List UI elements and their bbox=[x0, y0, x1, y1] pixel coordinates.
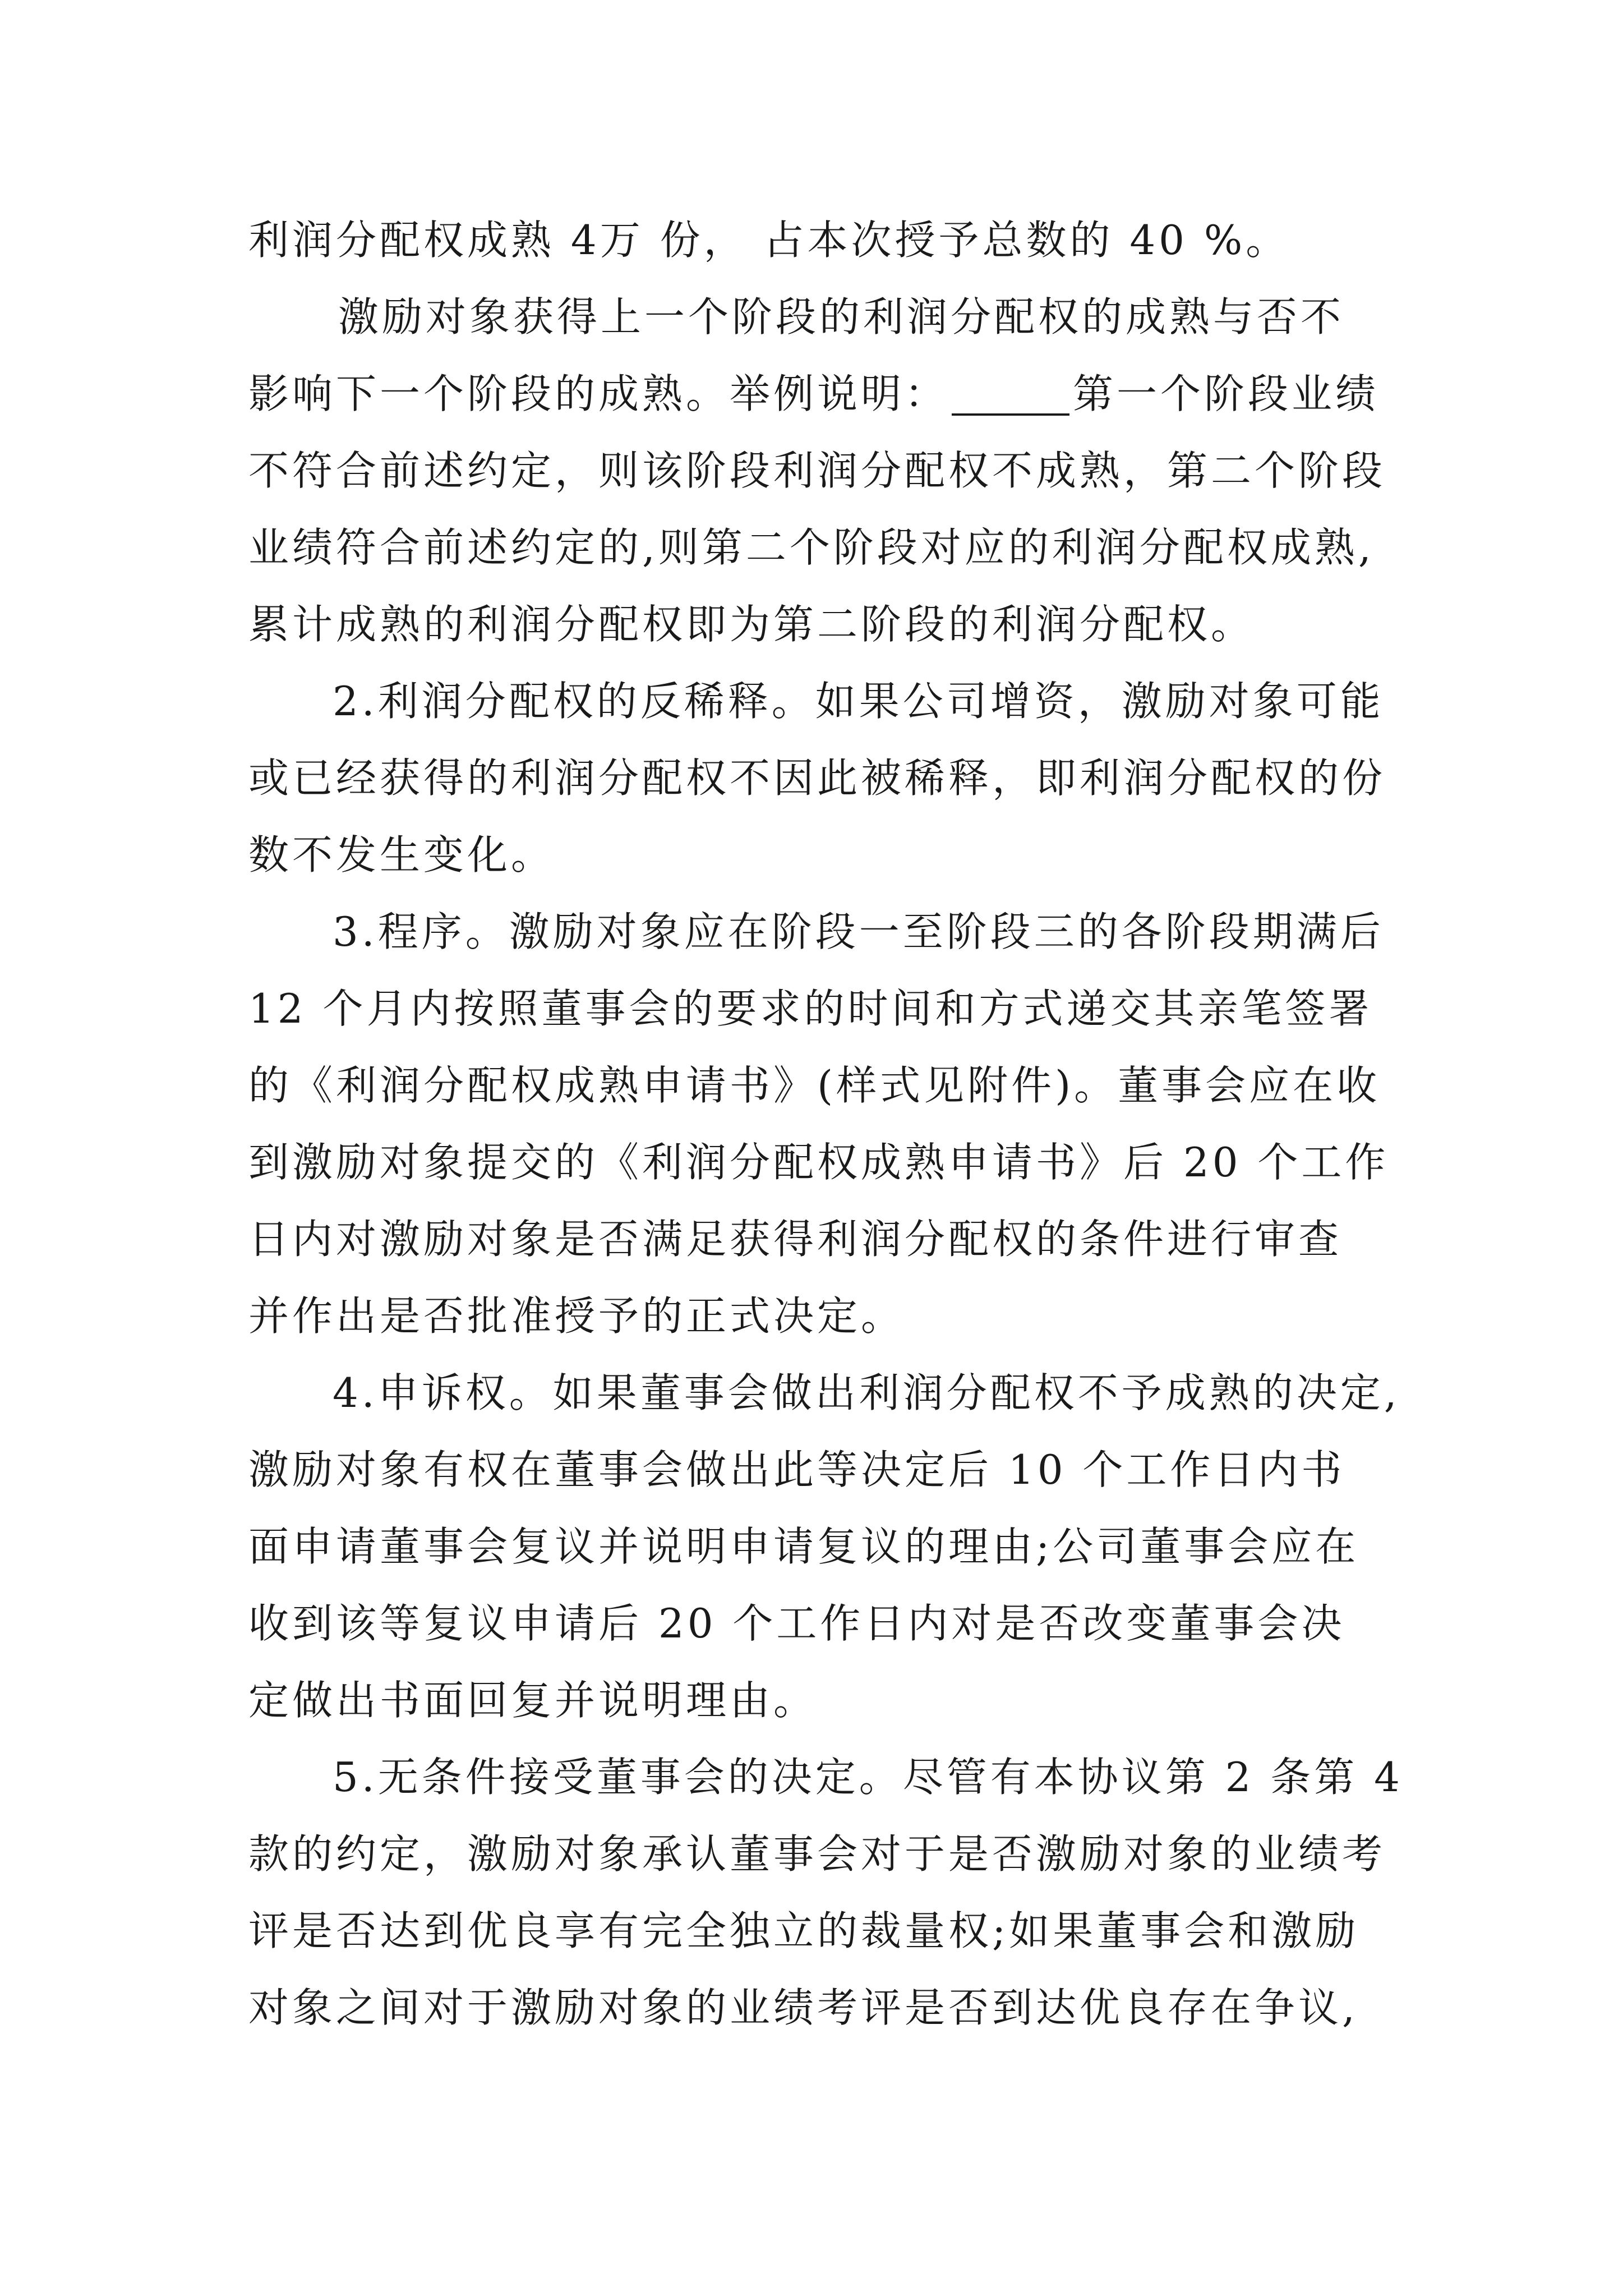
text-line: 评是否达到优良享有完全独立的裁量权;如果董事会和激励 bbox=[248, 1907, 1359, 1954]
text-line-with-blank bbox=[248, 356, 1387, 432]
text-line: 日内对激励对象是否满足获得利润分配权的条件进行审查 bbox=[248, 1216, 1343, 1263]
text-line: 款的约定，激励对象承认董事会对于是否激励对象的业绩考 bbox=[248, 1830, 1386, 1878]
text-line: 业绩符合前述约定的,则第二个阶段对应的利润分配权成熟, bbox=[248, 524, 1375, 571]
text-line: 激励对象有权在董事会做出此等决定后 10 个工作日内书 bbox=[248, 1446, 1345, 1493]
text-line: 5.无条件接受董事会的决定。尽管有本协议第 2 条第 4 bbox=[333, 1754, 1403, 1801]
text-line: 2.利润分配权的反稀释。如果公司增资，激励对象可能 bbox=[333, 678, 1384, 725]
text-line: 定做出书面回复并说明理由。 bbox=[248, 1677, 818, 1724]
text-line: 4.申诉权。如果董事会做出利润分配权不予成熟的决定, bbox=[333, 1369, 1400, 1416]
text-line: 并作出是否批准授予的正式决定。 bbox=[248, 1292, 905, 1340]
text-line: 利润分配权成熟 4万 份， 占本次授予总数的 40 %。 bbox=[248, 217, 1290, 264]
text-segment: 影响下一个阶段的成熟。举例说明： bbox=[248, 370, 949, 417]
text-line: 累计成熟的利润分配权即为第二阶段的利润分配权。 bbox=[248, 601, 1255, 648]
text-line: 面申请董事会复议并说明申请复议的理由;公司董事会应在 bbox=[248, 1523, 1359, 1570]
text-line: 或已经获得的利润分配权不因此被稀释，即利润分配权的份 bbox=[248, 754, 1386, 802]
text-line: 12 个月内按照董事会的要求的时间和方式递交其亲笔签署 bbox=[248, 985, 1373, 1032]
text-line: 到激励对象提交的《利润分配权成熟申请书》后 20 个工作 bbox=[248, 1139, 1389, 1186]
text-line: 对象之间对于激励对象的业绩考评是否到达优良存在争议, bbox=[248, 1984, 1358, 2031]
text-line: 收到该等复议申请后 20 个工作日内对是否改变董事会决 bbox=[248, 1600, 1345, 1647]
text-line: 数不发生变化。 bbox=[248, 831, 555, 878]
text-line: 的《利润分配权成熟申请书》(样式见附件)。董事会应在收 bbox=[248, 1062, 1381, 1109]
text-segment: 第一个阶段业绩 bbox=[1073, 370, 1380, 417]
document-body bbox=[248, 202, 1403, 2046]
text-line: 3.程序。激励对象应在阶段一至阶段三的各阶段期满后 bbox=[333, 908, 1384, 955]
text-line: 不符合前述约定，则该阶段利润分配权不成熟，第二个阶段 bbox=[248, 447, 1386, 494]
text-line: 激励对象获得上一个阶段的利润分配权的成熟与否不 bbox=[338, 293, 1345, 341]
fill-in-blank bbox=[952, 369, 1069, 416]
